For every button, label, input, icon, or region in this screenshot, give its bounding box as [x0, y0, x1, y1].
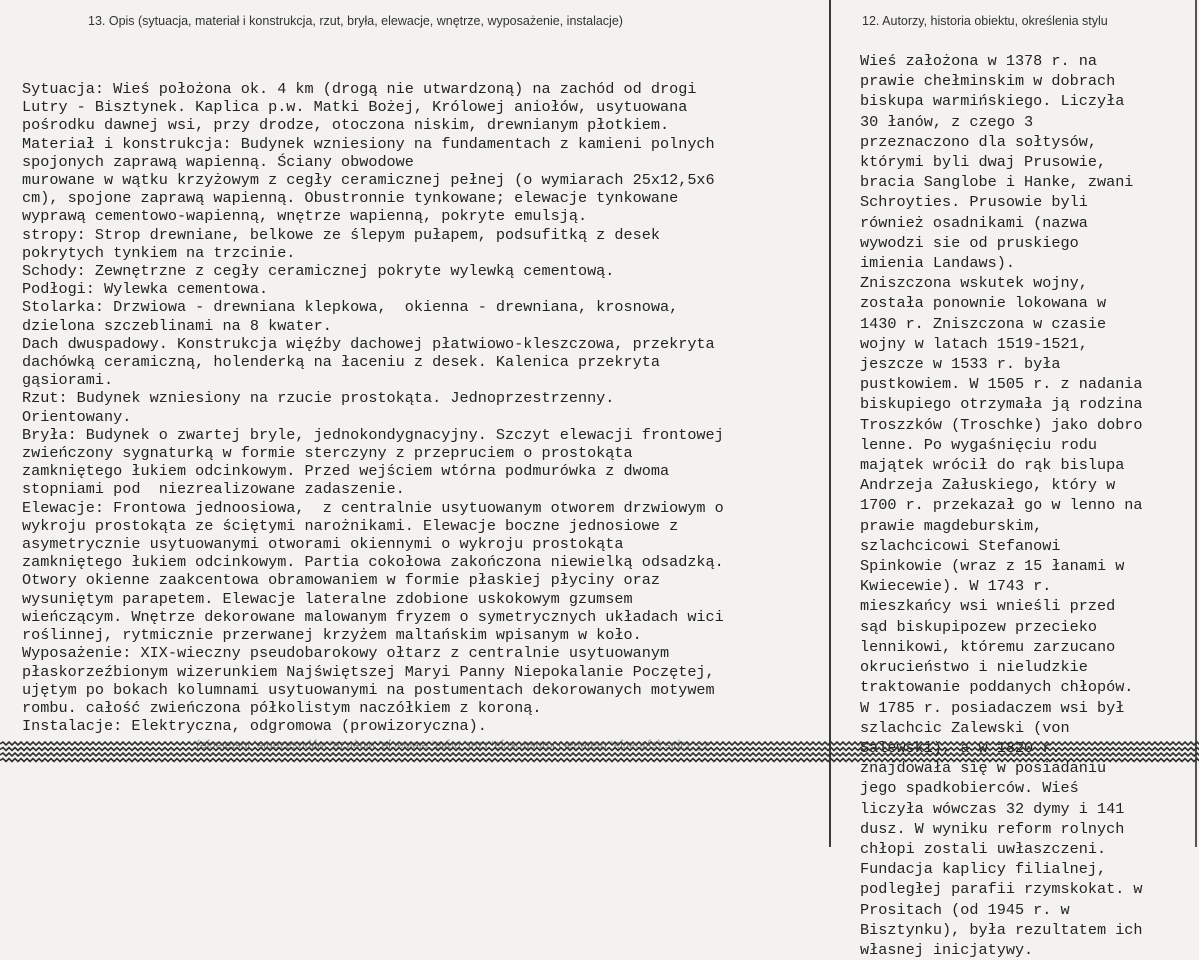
description-line: zamkniętego łukiem odcinkowym. Partia cokołowa zakończona niewielką odsadzką.	[22, 553, 724, 572]
description-line: zamkniętego łukiem odcinkowym. Przed wejściem wtórna podmurówka z dwoma	[22, 462, 670, 481]
description-line: wieńczącym. Wnętrze dekorowane malowanym fryzem o symetrycznych układach wici	[22, 607, 724, 626]
description-line: płaskorzeźbionym wizerunkiem Najświętszej Maryi Panny Niepokalanie Poczętej,	[22, 662, 715, 681]
history-line: własnej inicjatywy.	[860, 940, 1034, 959]
history-line: liczyła wówczas 32 dymy i 141	[860, 799, 1125, 818]
history-line: Troszzków (Troschke) jako dobro	[860, 415, 1143, 434]
description-line: zwieńczony sygnaturką w formie sterczyny z przepruciem o prostokąta	[22, 444, 633, 463]
history-line: bracia Sanglobe i Hanke, zwani	[860, 173, 1134, 192]
history-line: znajdowała się w posiadaniu	[860, 759, 1107, 778]
zigzag-stroke	[0, 759, 1199, 762]
history-line: Salewski), a w 1820 r.	[860, 738, 1061, 757]
history-line: Kwiecewie). W 1743 r.	[860, 577, 1052, 596]
description-line: Stolarka: Drzwiowa - drewniana klepkowa, okienna - drewniana, krosnowa,	[22, 298, 679, 317]
history-line: Bisztynku), była rezultatem ich	[860, 920, 1143, 939]
description-text	[22, 80, 724, 735]
column-divider	[829, 0, 831, 847]
history-line: wywodzi sie od pruskiego	[860, 233, 1079, 252]
description-line: rombu. całość zwieńczona półkolistym naczółkiem z koroną.	[22, 698, 542, 717]
description-line: pokrytych tynkiem na trzcinie.	[22, 243, 296, 262]
description-line: gąsiorami.	[22, 371, 114, 390]
history-line: mieszkańcy wsi wnieśli przed	[860, 597, 1116, 616]
history-line: podległej parafii rzymskokat. w	[860, 880, 1143, 899]
history-line: którymi byli dwaj Prusowie,	[860, 153, 1107, 172]
description-line: Otwory okienne zaakcentowa obramowaniem w formie płaskiej płyciny oraz	[22, 571, 660, 590]
zigzag-stroke	[0, 753, 1199, 756]
description-line: spojonych zaprawą wapienną. Ściany obwodowe	[22, 152, 414, 171]
history-line: dusz. W wyniku reform rolnych	[860, 819, 1125, 838]
description-line: Instalacje: Elektryczna, odgromowa (prowizoryczna).	[22, 717, 487, 736]
history-line: majątek wrócił do rąk bislupa	[860, 456, 1125, 475]
description-line: Elewacje: Frontowa jednoosiowa, z centralnie usytuowanym otworem drzwiowym o	[22, 498, 724, 517]
description-line: Materiał i konstrukcja: Budynek wzniesiony na fundamentach z kamieni polnych	[22, 134, 715, 153]
history-line: W 1785 r. posiadaczem wsi był	[860, 698, 1125, 717]
history-line: pustkowiem. W 1505 r. z nadania	[860, 375, 1143, 394]
history-line: Zniszczona wskutek wojny,	[860, 274, 1088, 293]
history-line: 1430 r. Zniszczona w czasie	[860, 314, 1107, 333]
description-line: Schody: Zewnętrzne z cegły ceramicznej pokryte wylewką cementową.	[22, 262, 615, 281]
history-line: Spinkowie (wraz z 15 łanami w	[860, 557, 1125, 576]
history-line: Prositach (od 1945 r. w	[860, 900, 1070, 919]
description-line: Wyposażenie: XIX-wieczny pseudobarokowy ołtarz z centralnie usytuowanym	[22, 644, 670, 663]
page-edge-line	[1195, 0, 1197, 847]
history-line: lenne. Po wygaśnięciu rodu	[860, 435, 1097, 454]
description-line: cm), spojone zaprawą wapienną. Obustronnie tynkowane; elewacje tynkowane	[22, 189, 679, 208]
description-line: asymetrycznie usytuowanymi otworami okiennymi o wykroju prostokąta	[22, 535, 624, 554]
description-line: roślinnej, rytmicznie przerwanej krzyżem maltańskim wpisanym w koło.	[22, 626, 642, 645]
history-line: imienia Landaws).	[860, 254, 1015, 273]
history-line: 1700 r. przekazał go w lenno na	[860, 496, 1143, 515]
history-line: szlachcic Zalewski (von	[860, 718, 1070, 737]
history-line: jego spadkobierców. Wieś	[860, 779, 1079, 798]
history-line: wojny w latach 1519-1521,	[860, 334, 1088, 353]
history-line: również osadnikami (nazwa	[860, 213, 1088, 232]
history-line: 30 łanów, z czego 3	[860, 112, 1034, 131]
description-line: Podłogi: Wylewka cementowa.	[22, 280, 269, 299]
description-line: stopniami pod niezrealizowane zadaszenie.	[22, 480, 405, 499]
description-line: Orientowany.	[22, 407, 132, 426]
description-line: murowane w wątku krzyżowym z cegły ceramicznej pełnej (o wymiarach 25x12,5x6	[22, 171, 715, 190]
history-line: lennikowi, któremu zarzucano	[860, 637, 1116, 656]
description-line: ujętym po bokach kolumnami usytuowanymi na postumentach dekorowanych motywem	[22, 680, 715, 699]
history-line: jeszcze w 1533 r. była	[860, 355, 1061, 374]
description-line: wyprawą cementowo-wapienną, wnętrze wapienną, pokryte emulsją.	[22, 207, 588, 226]
history-line: okrucieństwo i nieludzkie	[860, 658, 1088, 677]
description-line: stropy: Strop drewniane, belkowe ze ślepym pułapem, podsufitką z desek	[22, 225, 660, 244]
mirrored-header-bleed: 13. Opis (sytuacja, materiał i konstrukcja, rzut, bryła, elewacje, wnętrze, wyposażenie, instalacje)	[196, 739, 710, 753]
description-line: wysuniętym parapetem. Elewacje lateralne zdobione uskokowym gzumsem	[22, 589, 633, 608]
description-line: Dach dwuspadowy. Konstrukcja więźby dachowej płatwiowo-kleszczowa, przekryta	[22, 334, 715, 353]
history-line: traktowanie poddanych chłopów.	[860, 678, 1134, 697]
description-line: dachówką ceramiczną, holenderką na łaceniu z desek. Kalenica przekryta	[22, 353, 660, 372]
history-line: Schroyties. Prusowie byli	[860, 193, 1088, 212]
history-line: Wieś założona w 1378 r. na	[860, 52, 1097, 70]
history-line: została ponownie lokowana w	[860, 294, 1107, 313]
history-line: Fundacja kaplicy filialnej,	[860, 860, 1107, 879]
description-line: wykroju prostokąta ze ściętymi narożnikami. Elewacje boczne jednosiowe z	[22, 516, 679, 535]
description-line: Sytuacja: Wieś położona ok. 4 km (drogą nie utwardzoną) na zachód od drogi	[22, 80, 697, 98]
description-line: pośrodku dawnej wsi, przy drodze, otoczona niskim, drewnianym płotkiem.	[22, 116, 670, 135]
history-line: chłopi zostali uwłaszczeni.	[860, 839, 1107, 858]
description-line: dzielona szczeblinami na 8 kwater.	[22, 316, 332, 335]
history-line: przeznaczono dla sołtysów,	[860, 132, 1097, 151]
history-text	[860, 51, 1143, 960]
description-line: Lutry - Bisztynek. Kaplica p.w. Matki Bożej, Królowej aniołów, usytuowana	[22, 98, 688, 117]
history-line: biskupa warmińskiego. Liczyła	[860, 92, 1125, 111]
history-line: Andrzeja Załuskiego, który w	[860, 476, 1116, 495]
section-12-header: 12. Autorzy, historia obiektu, określenia stylu	[862, 14, 1108, 28]
history-line: szlachcicowi Stefanowi	[860, 536, 1061, 555]
description-line: Bryła: Budynek o zwartej bryle, jednokondygnacyjny. Szczyt elewacji frontowej	[22, 425, 724, 444]
description-line: Rzut: Budynek wzniesiony na rzucie prostokąta. Jednoprzestrzenny.	[22, 389, 615, 408]
history-line: biskupiego otrzymała ją rodzina	[860, 395, 1143, 414]
history-line: prawie chełminskim w dobrach	[860, 72, 1116, 91]
section-13-header: 13. Opis (sytuacja, materiał i konstrukcja, rzut, bryła, elewacje, wnętrze, wyposażenie, instalacje)	[88, 14, 623, 28]
history-line: sąd biskupipozew przecieko	[860, 617, 1097, 636]
history-line: prawie magdeburskim,	[860, 516, 1043, 535]
